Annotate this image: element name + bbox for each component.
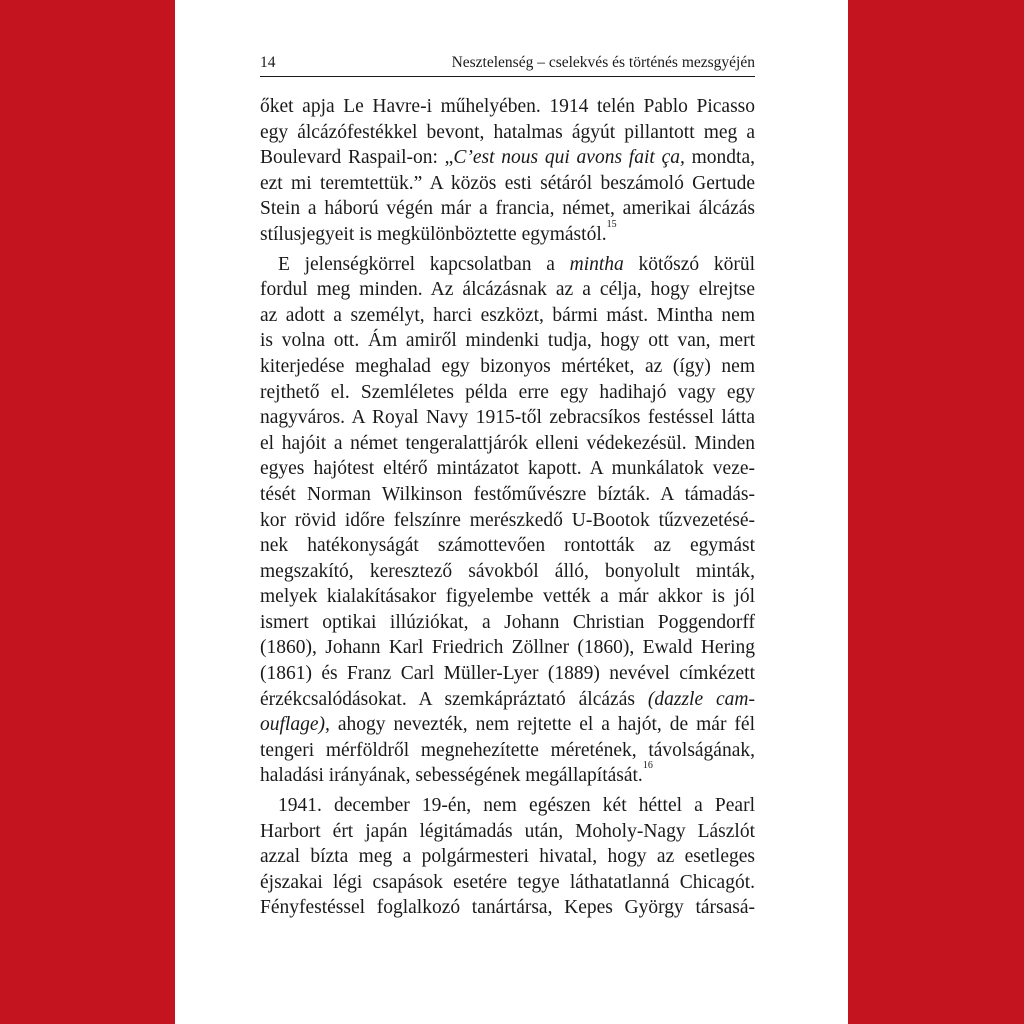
- text-line: [260, 252, 755, 278]
- page-number: 14: [260, 54, 276, 71]
- text-run: is volna ott. Ám amiről mindenki tudja, hogy ott van, mert: [260, 330, 755, 352]
- text-line: [260, 584, 755, 610]
- text-run: megszakító, keresztező sávokból álló, bonyolult minták,: [260, 560, 755, 582]
- text-run: kiterjedése meghalad egy bizonyos mértéket, az (így) nem: [260, 355, 755, 377]
- text-line: [260, 508, 755, 534]
- text-run: stílusjegyeit is megkülönböztette egymástól.: [260, 223, 607, 245]
- text-line: [260, 196, 755, 222]
- paragraph: [260, 252, 755, 789]
- text-line: [260, 405, 755, 431]
- text-run: Boulevard Raspail-on: „: [260, 147, 454, 169]
- paragraph: [260, 94, 755, 248]
- text-line: [260, 559, 755, 585]
- text-line: [260, 712, 755, 738]
- text-run: Stein a háború végén már a francia, német, amerikai álcázás: [260, 198, 755, 220]
- text-run: ahogy nevezték, nem rejtette el a hajót, de már fél: [329, 714, 755, 736]
- text-run: haladási irányának, sebességének megállapítását.: [260, 765, 643, 787]
- text-run: kötőszó körül: [623, 253, 755, 275]
- text-run: tengeri mérföldről megnehezítette méretének, távolságának,: [260, 739, 755, 761]
- text-line: [260, 738, 755, 764]
- text-run: nagyváros. A Royal Navy 1915-től zebracsíkos festéssel látta: [260, 407, 755, 429]
- text-line: [260, 870, 755, 896]
- text-run: ezt mi teremtettük.” A közös esti sétáról beszámoló Gertude: [260, 172, 755, 194]
- text-line: [260, 431, 755, 457]
- text-run: azzal bízta meg a polgármesteri hivatal, hogy az esetleges: [260, 846, 755, 868]
- text-run: melyek kialakításakor figyelembe vették a már akkor is jól: [260, 586, 755, 608]
- text-run: E jelenségkörrel kapcsolatban a: [278, 253, 570, 275]
- footnote-ref: 15: [606, 218, 617, 230]
- text-line: [260, 120, 755, 146]
- text-line: [260, 328, 755, 354]
- text-run: fordul meg minden. Az álcázásnak az a célja, hogy elrejtse: [260, 279, 755, 301]
- text-run: ismert optikai illúziókat, a Johann Christian Poggendorff: [260, 611, 755, 633]
- footnote-ref: 16: [642, 760, 653, 772]
- text-run: nek hatékonyságát számottevően rontották az egymást: [260, 535, 755, 557]
- text-line: [260, 793, 755, 819]
- text-line: [260, 218, 755, 248]
- text-run: éjszakai légi csapások esetére tegye láthatatlanná Chicagót.: [260, 871, 755, 893]
- text-line: [260, 171, 755, 197]
- text-run: egyes hajótest eltérő mintázatot kapott. A munkálatok veze-: [260, 458, 755, 480]
- page-header: [260, 54, 755, 77]
- text-line: [260, 303, 755, 329]
- text-run: őket apja Le Havre-i műhelyében. 1914 telén Pablo Picasso: [260, 96, 755, 117]
- italic-text: ouflage),: [260, 714, 330, 736]
- text-line: [260, 687, 755, 713]
- text-run: (1861) és Franz Carl Müller-Lyer (1889) nevével címkézett: [260, 663, 755, 685]
- text-run: tését Norman Wilkinson festőművészre bízták. A támadás-: [260, 483, 755, 505]
- text-run: az adott a személyt, harci eszközt, bármi mást. Mintha nem: [260, 304, 755, 326]
- text-line: [260, 844, 755, 870]
- text-line: [260, 482, 755, 508]
- text-run: (1860), Johann Karl Friedrich Zöllner (1860), Ewald Hering: [260, 637, 755, 659]
- text-line: [260, 819, 755, 845]
- text-run: egy álcázófestékkel bevont, hatalmas ágyút pillantott meg a: [260, 121, 755, 143]
- text-line: [260, 456, 755, 482]
- text-line: [260, 380, 755, 406]
- text-run: mondta,: [684, 147, 755, 169]
- text-run: érzékcsalódásokat. A szemkápráztató álcázás: [260, 688, 648, 710]
- text-line: [260, 354, 755, 380]
- text-line: [260, 895, 755, 921]
- text-run: kor rövid időre felszínre merészkedő U-Bootok tűzvezetésé-: [260, 509, 755, 531]
- italic-text: C’est nous qui avons fait ça,: [453, 147, 685, 169]
- text-line: [260, 277, 755, 303]
- running-title: Nesztelenség – cselekvés és történés mezsgyéjén: [451, 54, 755, 71]
- text-line: [260, 533, 755, 559]
- italic-text: (dazzle cam-: [647, 688, 755, 710]
- text-run: 1941. december 19-én, nem egészen két héttel a Pearl: [278, 795, 755, 817]
- text-line: [260, 635, 755, 661]
- italic-text: mintha: [569, 253, 624, 275]
- text-run: Harbort ért japán légitámadás után, Moholy-Nagy Lászlót: [260, 820, 755, 842]
- text-line: [260, 610, 755, 636]
- text-line: [260, 760, 755, 789]
- text-line: [260, 94, 755, 120]
- book-page: [175, 0, 848, 1024]
- body-text: [260, 94, 755, 921]
- text-run: Fényfestéssel foglalkozó tanártársa, Kepes György társasá-: [260, 897, 755, 919]
- text-run: el hajóit a német tengeralattjárók elleni védekezésül. Minden: [260, 432, 755, 454]
- paragraph: [260, 793, 755, 921]
- text-line: [260, 145, 755, 171]
- text-run: rejthető el. Szemléletes példa erre egy hadihajó vagy egy: [260, 381, 755, 403]
- text-line: [260, 661, 755, 687]
